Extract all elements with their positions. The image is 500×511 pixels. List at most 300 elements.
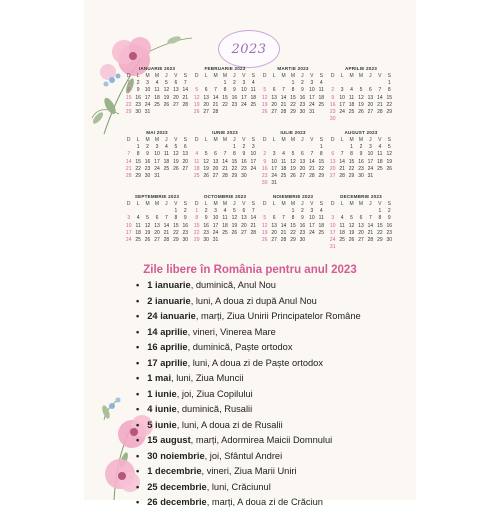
weekday-header: M bbox=[154, 201, 160, 207]
day-cell: 25 bbox=[318, 101, 325, 108]
day-cell: 30 bbox=[329, 116, 336, 123]
empty-cell bbox=[356, 80, 365, 87]
day-cell: 11 bbox=[318, 215, 324, 222]
day-cell: 29 bbox=[348, 173, 355, 180]
day-cell: 2 bbox=[301, 208, 304, 215]
day-cell: 19 bbox=[144, 229, 151, 236]
holiday-description: , luni, Ziua Muncii bbox=[171, 373, 244, 383]
day-cell: 7 bbox=[282, 87, 285, 94]
holiday-description: , duminică, Anul Nou bbox=[190, 280, 276, 290]
day-cell: 22 bbox=[125, 101, 132, 108]
day-cell: 26 bbox=[203, 173, 209, 180]
empty-cell bbox=[220, 144, 229, 151]
day-cell: 23 bbox=[182, 229, 189, 236]
holiday-item bbox=[146, 340, 361, 356]
month-title: OCTOMBRIE 2023 bbox=[203, 194, 247, 199]
day-cell: 6 bbox=[272, 215, 276, 222]
day-cell: 29 bbox=[318, 173, 325, 180]
day-cell: 5 bbox=[263, 87, 267, 94]
weekday-header: L bbox=[340, 73, 344, 79]
weekday-header: S bbox=[183, 73, 187, 79]
month-calendar bbox=[192, 194, 258, 248]
day-cell: 29 bbox=[125, 109, 132, 116]
day-cell: 19 bbox=[203, 165, 209, 172]
day-cell: 13 bbox=[358, 222, 364, 229]
day-cell: 28 bbox=[182, 101, 189, 108]
weekday-header: S bbox=[387, 137, 391, 143]
day-cell: 22 bbox=[231, 165, 238, 172]
day-cell: 18 bbox=[250, 94, 257, 101]
day-cell: 14 bbox=[339, 158, 345, 165]
day-cell: 20 bbox=[299, 165, 306, 172]
month-title: MAI 2023 bbox=[146, 130, 168, 135]
day-cell: 2 bbox=[204, 208, 208, 215]
day-cell: 15 bbox=[290, 94, 296, 101]
day-cell: 29 bbox=[135, 173, 141, 180]
weekday-header: J bbox=[165, 201, 168, 207]
day-cell: 5 bbox=[350, 215, 353, 222]
day-cell: 5 bbox=[174, 144, 178, 151]
day-cell: 1 bbox=[387, 80, 391, 87]
day-cell: 3 bbox=[331, 215, 335, 222]
day-cell: 3 bbox=[272, 151, 276, 158]
weekday-header: L bbox=[272, 137, 276, 143]
day-cell: 15 bbox=[135, 158, 141, 165]
weekday-header: M bbox=[222, 73, 228, 79]
day-cell: 31 bbox=[329, 244, 336, 251]
weekday-header: M bbox=[145, 73, 150, 79]
weekday-header: V bbox=[174, 73, 178, 79]
day-cell: 24 bbox=[154, 165, 160, 172]
day-cell: 10 bbox=[250, 151, 257, 158]
day-cell: 30 bbox=[135, 109, 141, 116]
holiday-item bbox=[146, 480, 361, 496]
weekday-header: S bbox=[319, 201, 323, 207]
day-cell: 11 bbox=[194, 158, 200, 165]
day-cell: 21 bbox=[125, 165, 132, 172]
weekday-header: S bbox=[251, 201, 255, 207]
day-cell: 26 bbox=[348, 237, 355, 244]
month-title: FEBRUARIE 2023 bbox=[204, 66, 246, 71]
day-cell: 17 bbox=[271, 165, 277, 172]
month-calendar bbox=[192, 66, 258, 120]
day-cell: 25 bbox=[377, 165, 383, 172]
day-cell: 13 bbox=[154, 222, 160, 229]
day-cell: 16 bbox=[231, 94, 238, 101]
day-cell: 28 bbox=[309, 173, 315, 180]
day-cell: 22 bbox=[173, 229, 179, 236]
day-cell: 1 bbox=[195, 208, 199, 215]
day-cell: 9 bbox=[263, 158, 267, 165]
day-cell: 7 bbox=[282, 215, 285, 222]
day-cell: 24 bbox=[309, 229, 315, 236]
day-cell: 13 bbox=[241, 215, 247, 222]
weekday-header: D bbox=[126, 201, 131, 207]
day-cell: 29 bbox=[377, 237, 383, 244]
day-cell: 1 bbox=[233, 144, 236, 151]
day-cell: 21 bbox=[309, 165, 315, 172]
holiday-date: 1 ianuarie bbox=[147, 280, 191, 290]
day-cell: 28 bbox=[367, 237, 374, 244]
weekday-header: L bbox=[136, 201, 140, 207]
day-cell: 15 bbox=[231, 158, 238, 165]
day-cell: 9 bbox=[146, 151, 149, 158]
day-cell: 19 bbox=[231, 222, 238, 229]
day-cell: 12 bbox=[193, 94, 200, 101]
day-cell: 13 bbox=[173, 87, 179, 94]
empty-cell bbox=[328, 80, 337, 87]
weekday-header: D bbox=[330, 137, 335, 143]
year-logo-text: 2023 bbox=[231, 41, 267, 57]
day-cell: 25 bbox=[135, 237, 141, 244]
month-calendar bbox=[192, 130, 258, 184]
day-cell: 17 bbox=[212, 222, 219, 229]
holiday-date: 15 august bbox=[147, 435, 191, 445]
day-cell: 31 bbox=[271, 180, 277, 187]
day-cell: 16 bbox=[182, 222, 189, 229]
day-cell: 30 bbox=[241, 173, 247, 180]
day-cell: 30 bbox=[299, 109, 306, 116]
day-cell: 11 bbox=[377, 151, 383, 158]
day-cell: 16 bbox=[358, 158, 364, 165]
empty-cell bbox=[124, 208, 133, 215]
weekday-header: M bbox=[145, 201, 150, 207]
day-cell: 16 bbox=[299, 222, 306, 229]
day-cell: 25 bbox=[280, 173, 287, 180]
month-calendar bbox=[124, 66, 190, 120]
holidays-list bbox=[146, 278, 361, 511]
day-cell: 31 bbox=[212, 237, 219, 244]
day-cell: 10 bbox=[339, 94, 345, 101]
month-calendar bbox=[260, 130, 326, 187]
day-cell: 29 bbox=[231, 173, 238, 180]
day-cell: 5 bbox=[291, 151, 295, 158]
weekday-header: L bbox=[340, 137, 344, 143]
day-cell: 10 bbox=[309, 87, 315, 94]
day-cell: 18 bbox=[377, 158, 383, 165]
day-cell: 10 bbox=[154, 151, 160, 158]
day-cell: 14 bbox=[377, 94, 383, 101]
day-cell: 28 bbox=[212, 109, 219, 116]
day-cell: 5 bbox=[359, 87, 363, 94]
day-cell: 12 bbox=[261, 222, 268, 229]
day-cell: 29 bbox=[386, 109, 393, 116]
day-cell: 21 bbox=[250, 222, 257, 229]
day-cell: 1 bbox=[223, 80, 227, 87]
weekday-header: J bbox=[165, 73, 168, 79]
weekday-header: D bbox=[262, 73, 267, 79]
holiday-description: , vineri, Ziua Marii Uniri bbox=[201, 466, 297, 476]
holiday-date: 25 decembrie bbox=[147, 481, 207, 492]
day-cell: 13 bbox=[182, 151, 189, 158]
day-cell: 23 bbox=[358, 165, 364, 172]
day-cell: 20 bbox=[182, 158, 189, 165]
holiday-description: , marți, Adormirea Maicii Domnului bbox=[190, 435, 333, 445]
day-cell: 9 bbox=[183, 215, 187, 222]
day-cell: 21 bbox=[377, 101, 383, 108]
day-cell: 21 bbox=[280, 229, 287, 236]
weekday-header: S bbox=[319, 73, 323, 79]
day-cell: 30 bbox=[144, 173, 151, 180]
month-title: SEPTEMBRIE 2023 bbox=[134, 194, 180, 199]
day-cell: 8 bbox=[350, 151, 353, 158]
day-cell: 27 bbox=[271, 237, 277, 244]
day-cell: 29 bbox=[193, 237, 200, 244]
empty-cell bbox=[337, 208, 346, 215]
day-cell: 11 bbox=[339, 222, 345, 229]
day-cell: 12 bbox=[358, 94, 364, 101]
holiday-item bbox=[146, 387, 361, 403]
day-cell: 9 bbox=[331, 94, 335, 101]
holiday-date: 2 ianuarie bbox=[147, 295, 191, 306]
day-cell: 21 bbox=[212, 101, 219, 108]
day-cell: 6 bbox=[359, 215, 363, 222]
day-cell: 14 bbox=[222, 158, 228, 165]
weekday-header: J bbox=[369, 73, 372, 79]
day-cell: 1 bbox=[291, 80, 295, 87]
day-cell: 1 bbox=[378, 208, 382, 215]
day-cell: 28 bbox=[125, 173, 132, 180]
empty-cell bbox=[279, 208, 288, 215]
day-cell: 27 bbox=[329, 173, 336, 180]
weekday-header: J bbox=[165, 137, 168, 143]
day-cell: 2 bbox=[301, 80, 304, 87]
day-cell: 1 bbox=[350, 144, 353, 151]
day-cell: 8 bbox=[174, 215, 178, 222]
holiday-item bbox=[146, 356, 361, 372]
day-cell: 23 bbox=[329, 109, 336, 116]
day-cell: 20 bbox=[358, 229, 364, 236]
day-cell: 12 bbox=[144, 222, 151, 229]
day-cell: 25 bbox=[222, 229, 228, 236]
day-cell: 14 bbox=[309, 158, 315, 165]
holiday-description: , luni, A doua zi de Paște ortodox bbox=[187, 357, 323, 368]
empty-cell bbox=[366, 208, 375, 215]
day-cell: 1 bbox=[291, 208, 295, 215]
day-cell: 12 bbox=[261, 94, 268, 101]
day-cell: 6 bbox=[183, 144, 187, 151]
day-cell: 27 bbox=[299, 173, 306, 180]
day-cell: 1 bbox=[174, 208, 178, 215]
weekday-header: V bbox=[378, 201, 382, 207]
empty-cell bbox=[124, 144, 133, 151]
weekday-header: D bbox=[126, 137, 131, 143]
day-cell: 18 bbox=[135, 229, 141, 236]
day-cell: 11 bbox=[163, 151, 170, 158]
holiday-date: 14 aprilie bbox=[147, 326, 188, 337]
weekday-header: M bbox=[358, 201, 364, 207]
month-title: AUGUST 2023 bbox=[344, 130, 378, 135]
empty-cell bbox=[201, 80, 210, 87]
holiday-description: , marți, Ziua Unirii Principatelor Române bbox=[195, 311, 361, 321]
day-cell: 20 bbox=[367, 101, 374, 108]
calendar-page bbox=[84, 0, 416, 507]
day-cell: 4 bbox=[319, 80, 323, 87]
day-cell: 3 bbox=[310, 80, 314, 87]
day-cell: 19 bbox=[163, 94, 170, 101]
day-cell: 15 bbox=[377, 222, 383, 229]
weekday-header: M bbox=[349, 201, 354, 207]
holiday-item bbox=[146, 309, 361, 325]
day-cell: 19 bbox=[193, 101, 200, 108]
day-cell: 2 bbox=[331, 87, 335, 94]
day-cell: 22 bbox=[290, 229, 296, 236]
empty-cell bbox=[337, 80, 346, 87]
day-cell: 24 bbox=[271, 173, 277, 180]
day-cell: 25 bbox=[163, 165, 170, 172]
day-cell: 30 bbox=[386, 237, 393, 244]
weekday-header: M bbox=[213, 201, 218, 207]
day-cell: 7 bbox=[369, 215, 372, 222]
empty-cell bbox=[337, 144, 346, 151]
month-title: IANUARIE 2023 bbox=[138, 66, 176, 71]
day-cell: 9 bbox=[204, 215, 208, 222]
weekday-header: M bbox=[213, 137, 218, 143]
day-cell: 6 bbox=[242, 208, 246, 215]
day-cell: 9 bbox=[359, 151, 363, 158]
day-cell: 6 bbox=[204, 87, 208, 94]
day-cell: 18 bbox=[222, 222, 228, 229]
day-cell: 8 bbox=[233, 151, 236, 158]
day-cell: 9 bbox=[387, 215, 391, 222]
day-cell: 19 bbox=[173, 158, 179, 165]
day-cell: 16 bbox=[135, 94, 141, 101]
day-cell: 2 bbox=[146, 144, 149, 151]
weekday-header: M bbox=[145, 137, 150, 143]
day-cell: 13 bbox=[203, 94, 209, 101]
weekday-header: D bbox=[126, 73, 131, 79]
day-cell: 27 bbox=[241, 229, 247, 236]
day-cell: 7 bbox=[310, 151, 314, 158]
day-cell: 27 bbox=[212, 173, 219, 180]
weekday-header: D bbox=[330, 73, 335, 79]
day-cell: 22 bbox=[135, 165, 141, 172]
day-cell: 10 bbox=[271, 158, 277, 165]
day-cell: 16 bbox=[203, 222, 209, 229]
day-cell: 15 bbox=[173, 222, 179, 229]
day-cell: 13 bbox=[271, 222, 277, 229]
day-cell: 9 bbox=[233, 87, 236, 94]
day-cell: 18 bbox=[318, 94, 325, 101]
weekday-header: J bbox=[233, 201, 236, 207]
empty-cell bbox=[260, 208, 269, 215]
day-cell: 12 bbox=[203, 158, 209, 165]
day-cell: 18 bbox=[348, 101, 355, 108]
weekday-header: S bbox=[183, 201, 187, 207]
day-cell: 28 bbox=[339, 173, 345, 180]
day-cell: 11 bbox=[222, 215, 228, 222]
day-cell: 24 bbox=[309, 101, 315, 108]
weekday-header: M bbox=[154, 137, 160, 143]
month-title: MARTIE 2023 bbox=[277, 66, 309, 71]
day-cell: 17 bbox=[329, 229, 336, 236]
day-cell: 19 bbox=[261, 229, 268, 236]
day-cell: 23 bbox=[203, 229, 209, 236]
day-cell: 9 bbox=[242, 151, 246, 158]
month-title: IUNIE 2023 bbox=[212, 130, 238, 135]
day-cell: 20 bbox=[154, 229, 160, 236]
day-cell: 13 bbox=[367, 94, 374, 101]
day-cell: 15 bbox=[318, 158, 325, 165]
day-cell: 2 bbox=[233, 80, 236, 87]
weekday-header: M bbox=[290, 137, 296, 143]
weekday-header: V bbox=[242, 137, 246, 143]
day-cell: 16 bbox=[241, 158, 247, 165]
day-cell: 2 bbox=[263, 151, 267, 158]
weekday-header: D bbox=[194, 73, 199, 79]
day-cell: 16 bbox=[144, 158, 151, 165]
day-cell: 11 bbox=[135, 222, 141, 229]
weekday-header: D bbox=[262, 137, 267, 143]
day-cell: 30 bbox=[358, 173, 364, 180]
holiday-item bbox=[146, 325, 361, 341]
day-cell: 11 bbox=[280, 158, 287, 165]
day-cell: 20 bbox=[271, 229, 277, 236]
month-calendar bbox=[328, 194, 394, 251]
day-cell: 13 bbox=[299, 158, 306, 165]
weekday-header: V bbox=[310, 73, 314, 79]
day-cell: 8 bbox=[291, 87, 295, 94]
day-cell: 18 bbox=[163, 158, 170, 165]
day-cell: 14 bbox=[212, 94, 219, 101]
day-cell: 5 bbox=[233, 208, 236, 215]
day-cell: 7 bbox=[223, 151, 227, 158]
day-cell: 20 bbox=[173, 94, 179, 101]
day-cell: 5 bbox=[387, 144, 391, 151]
day-cell: 12 bbox=[231, 215, 238, 222]
weekday-header: M bbox=[222, 201, 228, 207]
holiday-date: 1 mai bbox=[147, 373, 172, 383]
day-cell: 14 bbox=[125, 158, 132, 165]
day-cell: 26 bbox=[173, 165, 179, 172]
day-cell: 4 bbox=[251, 80, 255, 87]
month-calendar bbox=[328, 66, 394, 123]
weekday-header: M bbox=[358, 73, 364, 79]
day-cell: 12 bbox=[163, 87, 170, 94]
day-cell: 20 bbox=[271, 101, 277, 108]
day-cell: 12 bbox=[173, 151, 179, 158]
day-cell: 3 bbox=[310, 208, 314, 215]
holiday-item bbox=[146, 371, 361, 387]
day-cell: 10 bbox=[144, 87, 151, 94]
day-cell: 15 bbox=[348, 158, 355, 165]
day-cell: 2 bbox=[387, 208, 391, 215]
day-cell: 17 bbox=[144, 94, 151, 101]
month-title: APRILIE 2023 bbox=[344, 66, 378, 71]
day-cell: 29 bbox=[173, 237, 179, 244]
day-cell: 3 bbox=[214, 208, 217, 215]
holiday-item bbox=[146, 278, 361, 294]
day-cell: 28 bbox=[280, 237, 287, 244]
day-cell: 3 bbox=[146, 80, 149, 87]
day-cell: 17 bbox=[339, 101, 345, 108]
day-cell: 28 bbox=[250, 229, 257, 236]
day-cell: 22 bbox=[222, 101, 228, 108]
day-cell: 26 bbox=[163, 101, 170, 108]
day-cell: 26 bbox=[261, 237, 268, 244]
weekday-header: M bbox=[281, 201, 286, 207]
day-cell: 13 bbox=[212, 158, 219, 165]
day-cell: 25 bbox=[193, 173, 200, 180]
month-calendar bbox=[328, 130, 394, 184]
day-cell: 19 bbox=[358, 101, 364, 108]
weekday-header: M bbox=[281, 137, 286, 143]
day-cell: 26 bbox=[144, 237, 151, 244]
day-cell: 6 bbox=[214, 151, 217, 158]
year-logo bbox=[218, 30, 280, 68]
holiday-description: , vineri, Vinerea Mare bbox=[187, 326, 276, 337]
day-cell: 21 bbox=[222, 165, 228, 172]
